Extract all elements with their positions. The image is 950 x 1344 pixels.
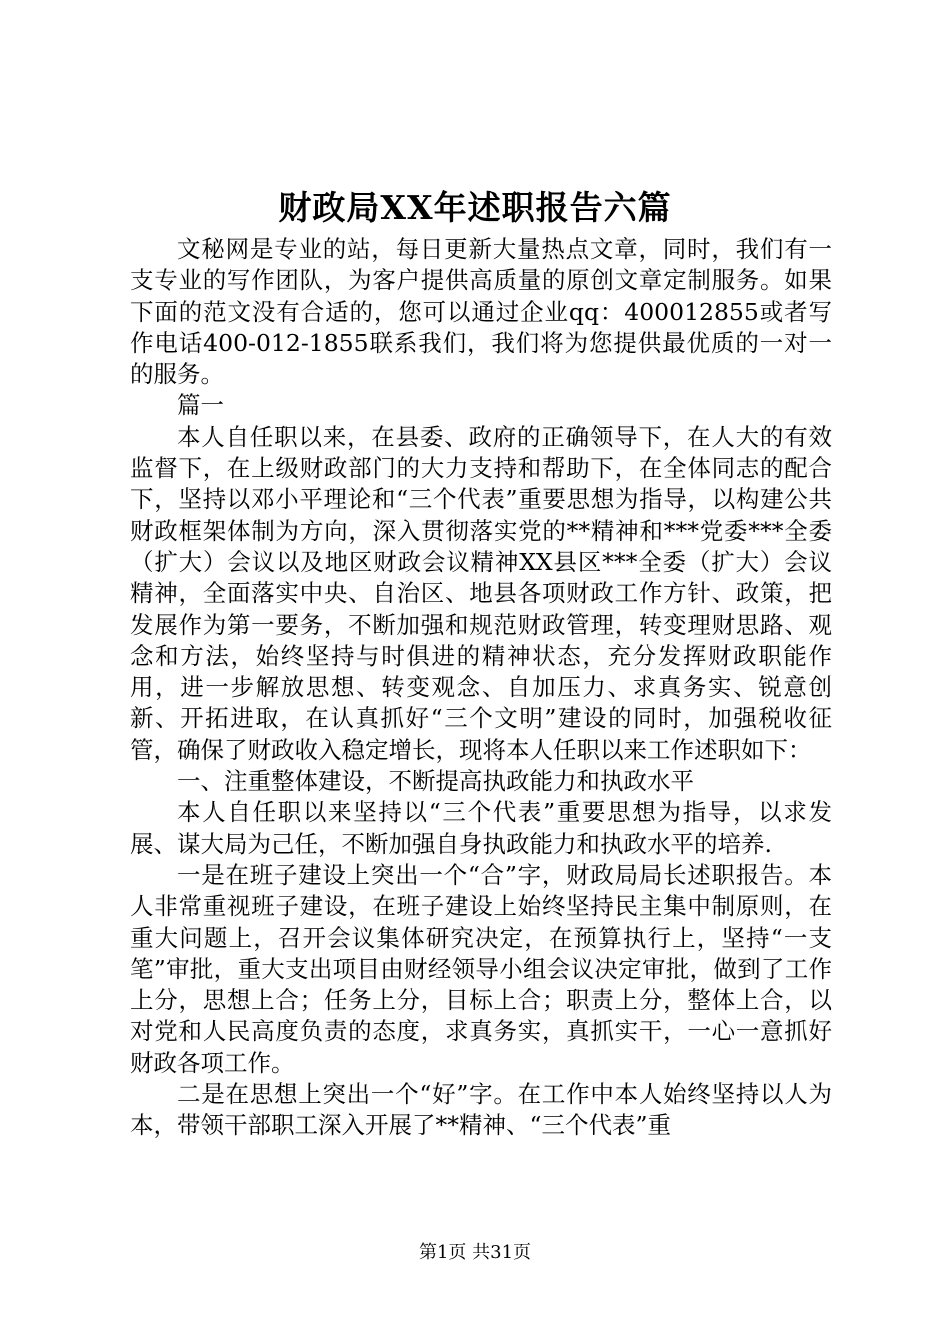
- document-title: 财政局XX年述职报告六篇: [278, 188, 672, 227]
- document-body: [130, 234, 832, 1142]
- body-paragraph: 一是在班子建设上突出一个“合”字，财政局局长述职报告。本人非常重视班子建设，在班子建设上始终坚持民主集中制原则，在重大问题上，召开会议集体研究决定，在预算执行上，坚持“一支笔”审批，重大支出项目由财经领导小组会议决定审批，做到了工作上分，思想上合；任务上分，目标上合；职责上分，整体上合，以对党和人民高度负责的态度，求真务实，真抓实干，一心一意抓好财政各项工作。: [130, 860, 832, 1077]
- body-paragraph: 二是在思想上突出一个“好”字。在工作中本人始终坚持以人为本，带领干部职工深入开展了**精神、“三个代表”重: [130, 1080, 832, 1140]
- body-paragraph: 本人自任职以来坚持以“三个代表”重要思想为指导，以求发展、谋大局为己任，不断加强自身执政能力和执政水平的培养.: [130, 798, 832, 858]
- intro-paragraph: 文秘网是专业的站，每日更新大量热点文章，同时，我们有一支专业的写作团队，为客户提供高质量的原创文章定制服务。如果下面的范文没有合适的，您可以通过企业qq：400012855或者写作电话400-012-1855联系我们，我们将为您提供最优质的一对一的服务。: [130, 235, 832, 389]
- page-footer: 第1页 共31页: [418, 1242, 532, 1263]
- subsection-heading: 一、注重整体建设，不断提高执政能力和执政水平: [177, 767, 694, 796]
- body-paragraph: 本人自任职以来，在县委、政府的正确领导下，在人大的有效监督下，在上级财政部门的大力支持和帮助下，在全体同志的配合下，坚持以邓小平理论和“三个代表”重要思想为指导，以构建公共财政框架体制为方向，深入贯彻落实党的**精神和***党委***全委（扩大）会议以及地区财政会议精神XX县区***全委（扩大）会议精神，全面落实中央、自治区、地县各项财政工作方针、政策，把发展作为第一要务，不断加强和规范财政管理，转变理财思路、观念和方法，始终坚持与时俱进的精神状态，充分发挥财政职能作用，进一步解放思想、转变观念、自加压力、求真务实、锐意创新、开拓进取，在认真抓好“三个文明”建设的同时，加强税收征管，确保了财政收入稳定增长，现将本人任职以来工作述职如下：: [130, 422, 832, 764]
- section-heading-part-one: 篇一: [177, 391, 224, 420]
